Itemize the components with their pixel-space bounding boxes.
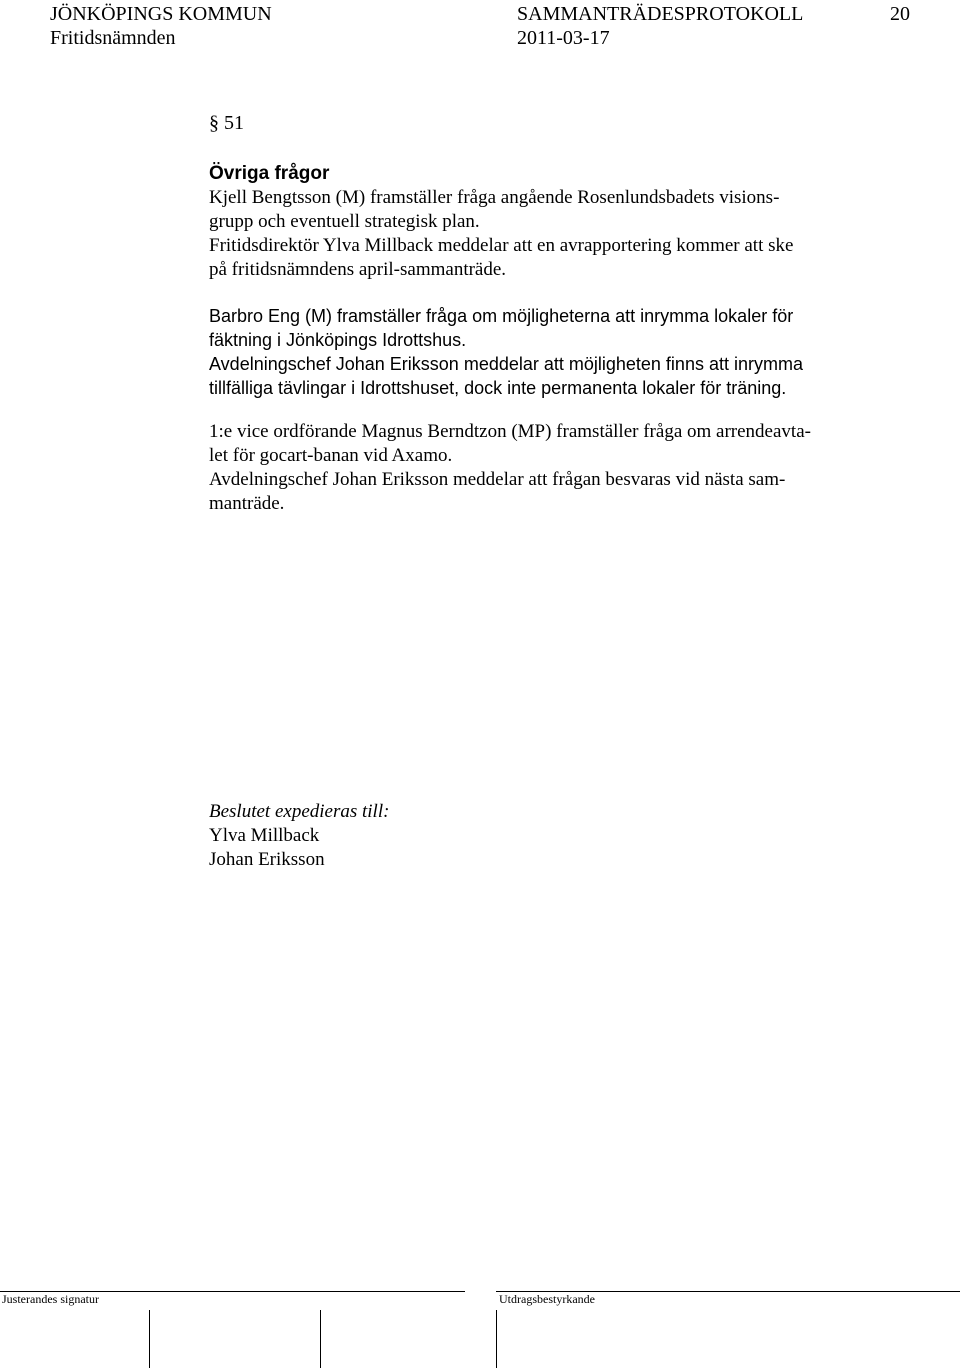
- section-title: Övriga frågor: [209, 163, 330, 184]
- document-type: SAMMANTRÄDESPROTOKOLL: [517, 3, 804, 25]
- text-line: Barbro Eng (M) framställer fråga om möjligheterna att inrymma lokaler för: [209, 306, 794, 326]
- signature-box-divider: [149, 1310, 150, 1368]
- page-number: 20: [890, 3, 910, 25]
- text-line: manträde.: [209, 493, 285, 514]
- text-line: på fritidsnämndens april-sammanträde.: [209, 259, 507, 280]
- meeting-date: 2011-03-17: [517, 27, 610, 49]
- text-line: Fritidsdirektör Ylva Millback meddelar att en avrapportering kommer att ske: [209, 235, 794, 256]
- text-line: Avdelningschef Johan Eriksson meddelar att frågan besvaras vid nästa sam-: [209, 469, 786, 490]
- dispatch-recipient: Johan Eriksson: [209, 849, 325, 870]
- text-line: fäktning i Jönköpings Idrottshus.: [209, 330, 467, 350]
- dispatch-recipient: Ylva Millback: [209, 825, 320, 846]
- section-number: § 51: [209, 112, 244, 134]
- text-line: let för gocart-banan vid Axamo.: [209, 445, 453, 466]
- committee-name: Fritidsnämnden: [50, 27, 176, 49]
- signature-box-divider: [320, 1310, 321, 1368]
- text-line: grupp och eventuell strategisk plan.: [209, 211, 480, 232]
- dispatch-list: [209, 800, 389, 872]
- text-line: 1:e vice ordförande Magnus Berndtzon (MP) framställer fråga om arrendeavta-: [209, 421, 811, 442]
- certification-label: Utdragsbestyrkande: [499, 1292, 595, 1306]
- text-line: Kjell Bengtsson (M) framställer fråga angående Rosenlundsbadets visions-: [209, 187, 780, 208]
- signature-label: Justerandes signatur: [2, 1292, 99, 1306]
- paragraph-block-3: [209, 420, 909, 516]
- text-line: Avdelningschef Johan Eriksson meddelar att möjligheten finns att inrymma: [209, 354, 803, 374]
- signature-box-divider: [496, 1310, 497, 1368]
- organization-name: JÖNKÖPINGS KOMMUN: [50, 3, 272, 25]
- paragraph-block-1: [209, 186, 909, 282]
- text-line: tillfälliga tävlingar i Idrottshuset, dock inte permanenta lokaler för träning.: [209, 378, 787, 398]
- paragraph-block-2: [209, 304, 909, 400]
- dispatch-heading: Beslutet expedieras till:: [209, 801, 390, 822]
